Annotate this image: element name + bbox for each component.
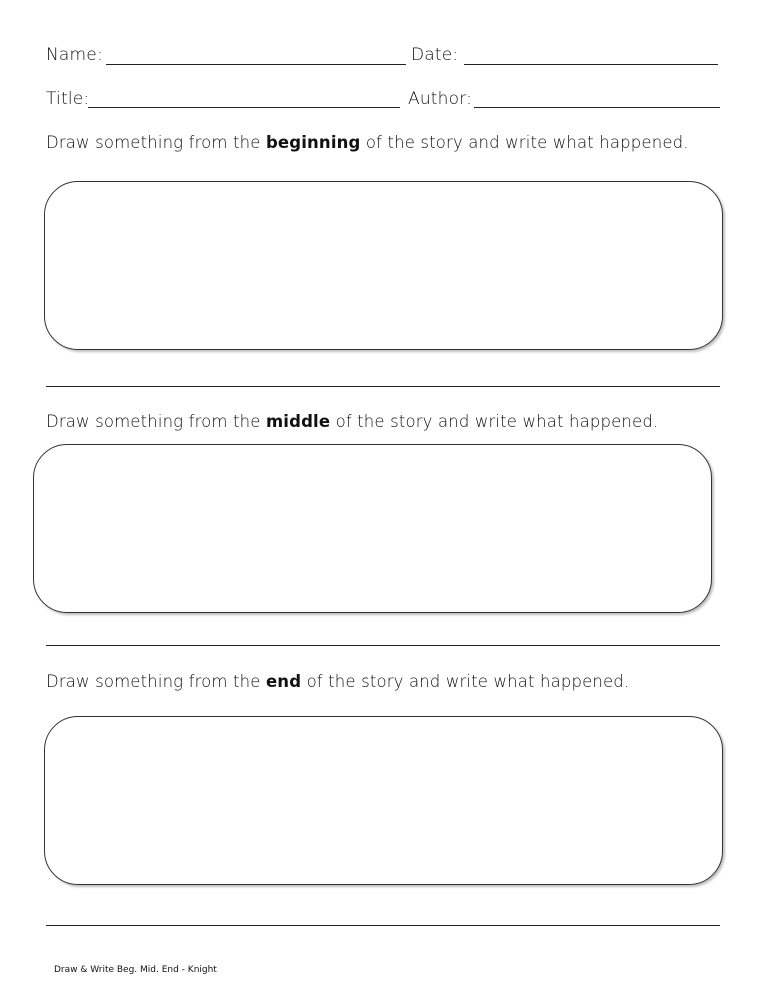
name-field[interactable] [106,64,406,65]
name-label: Name: [46,45,103,65]
beginning-writing-line[interactable] [46,386,720,387]
middle-writing-line[interactable] [46,645,720,646]
prompt-keyword: beginning [265,133,361,152]
beginning-prompt [46,133,689,152]
beginning-drawing-box[interactable] [44,181,723,350]
footer-credit: Draw & Write Beg. Mid. End - Knight [54,965,217,975]
prompt-text: Draw something from the [46,672,261,691]
prompt-keyword: middle [265,412,331,431]
end-writing-line[interactable] [46,925,720,926]
prompt-text: of the story and write what happened. [335,412,659,431]
middle-drawing-box[interactable] [33,444,712,613]
prompt-text: of the story and write what happened. [365,133,689,152]
end-drawing-box[interactable] [44,716,723,885]
end-prompt [46,672,629,691]
author-label: Author: [408,89,473,109]
prompt-text: Draw something from the [46,133,261,152]
prompt-keyword: end [265,672,302,691]
prompt-text: Draw something from the [46,412,261,431]
title-field[interactable] [88,107,400,108]
middle-prompt [46,412,658,431]
date-field[interactable] [464,64,718,65]
date-label: Date: [411,45,459,65]
title-label: Title: [46,89,90,109]
author-field[interactable] [474,107,720,108]
prompt-text: of the story and write what happened. [306,672,630,691]
